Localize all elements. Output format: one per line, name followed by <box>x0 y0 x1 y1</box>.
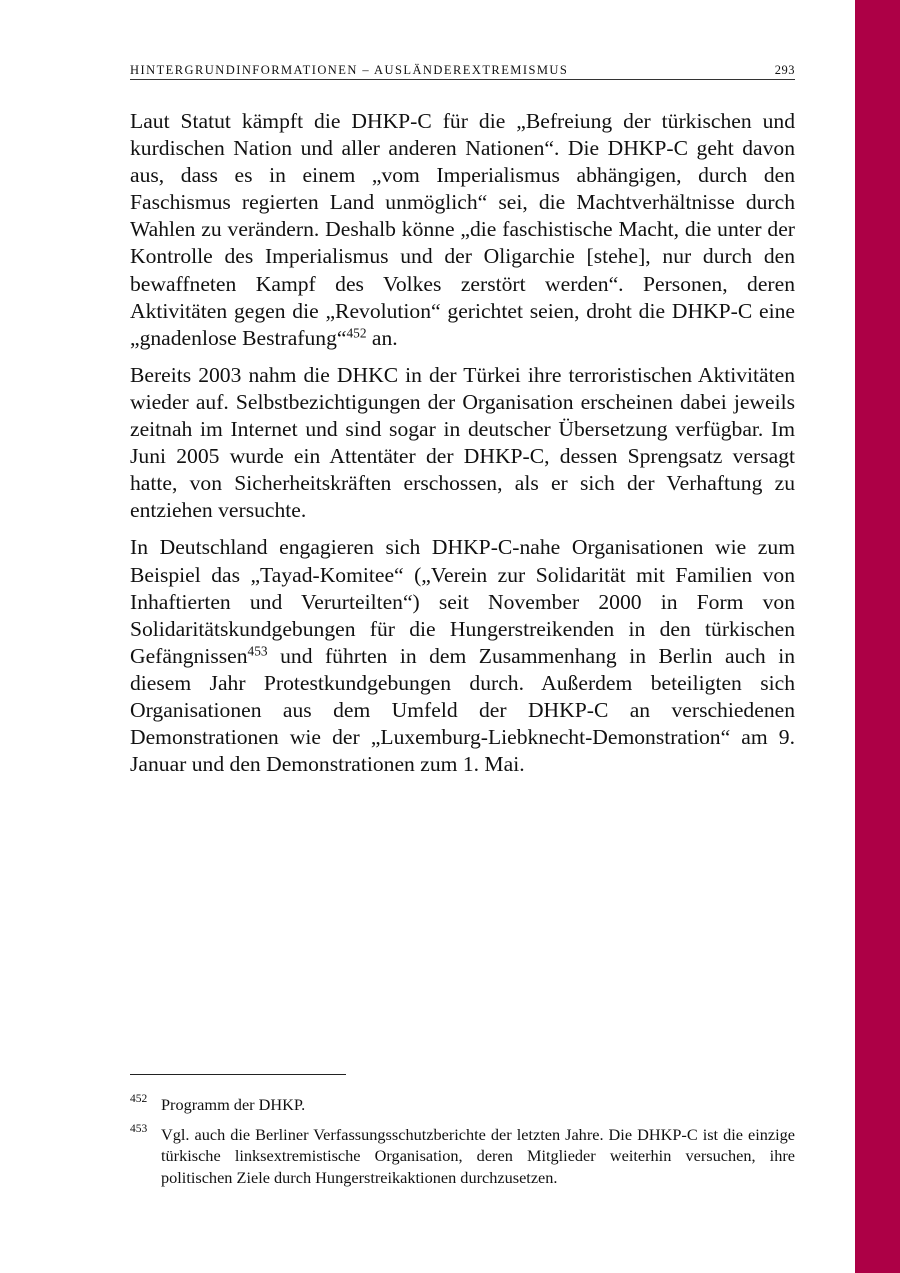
footnote-ref-453[interactable]: 453 <box>247 643 268 659</box>
page-number: 293 <box>774 63 795 77</box>
footnote-number: 453 <box>130 1122 148 1135</box>
paragraph-germany <box>130 534 795 778</box>
footnote-ref-452[interactable]: 452 <box>346 325 367 341</box>
paragraph-statute-text: Laut Statut kämpft die DHKP-C für die „Befreiung der türkischen und kurdischen Nation und aller anderen Nationen“. Die DHKP-C geht davon aus, dass es in einem „vom Imperialismus abhängigen, durch den Faschismus regierten Land unmöglich“ sei, die Machtverhältnisse durch Wahlen zu verändern. Deshalb könne „die faschistische Macht, die unter der Kontrolle des Imperialismus und der Oligarchie [stehe], nur durch den bewaffneten Kampf des Volkes zerstört werden“. Personen, deren Aktivitäten gegen die „Revolution“ gerichtet seien, droht die DHKP-C eine „gnadenlose Bestrafung“ <box>130 109 795 350</box>
paragraph-germany-end: und führten in dem Zusammenhang in Berlin auch in diesem Jahr Protestkundgebungen durch. Außerdem beteiligten sich Organisationen aus dem Umfeld der DHKP-C an verschiedenen Demonstrationen wie der „Luxemburg-Liebknecht-Demonstration“ am 9. Januar und den Demonstrationen zum 1. Mai. <box>130 643 795 777</box>
footnotes <box>130 1094 795 1196</box>
paragraph-statute-end: an. <box>366 325 398 350</box>
running-header <box>130 61 795 80</box>
body-text <box>130 108 795 788</box>
paragraph-germany-text: In Deutschland engagieren sich DHKP-C-nahe Organisationen wie zum Beispiel das „Tayad-Komitee“ („Verein zur Solidarität mit Familien von Inhaftierten und Verurteilten“) seit November 2000 in Form von Solidaritätskundgebungen für die Hungerstreikenden in den türkischen Gefängnissen <box>130 535 795 668</box>
footnote-text: Programm der DHKP. <box>161 1095 306 1114</box>
footnote-number: 452 <box>130 1093 148 1105</box>
footnote-text: Vgl. auch die Berliner Verfassungsschutzberichte der letzten Jahre. Die DHKP-C ist die einzige türkische linksextremistische Organisation, deren Mitglieder weiterhin versuchen, ihre politischen Ziele durch Hungerstreikaktionen durchzusetzen. <box>161 1124 795 1187</box>
side-color-bar <box>855 0 900 1273</box>
header-title: HINTERGRUNDINFORMATIONEN – AUSLÄNDEREXTREMISMUS <box>130 63 569 77</box>
paragraph-terror-activities: Bereits 2003 nahm die DHKC in der Türkei ihre terroristischen Aktivitäten wieder auf. Selbstbezichtigungen der Organisation erscheinen dabei jeweils zeitnah im Internet und sind sogar in deutscher Übersetzung verfügbar. Im Juni 2005 wurde ein Attentäter der DHKP-C, dessen Sprengsatz versagt hatte, von Sicherheitskräften erschossen, als er sich der Verhaftung zu entziehen versuchte. <box>130 362 795 523</box>
footnote-separator <box>130 1074 346 1075</box>
footnote-453 <box>130 1124 795 1189</box>
footnote-452 <box>130 1094 795 1116</box>
paragraph-statute <box>130 108 795 352</box>
